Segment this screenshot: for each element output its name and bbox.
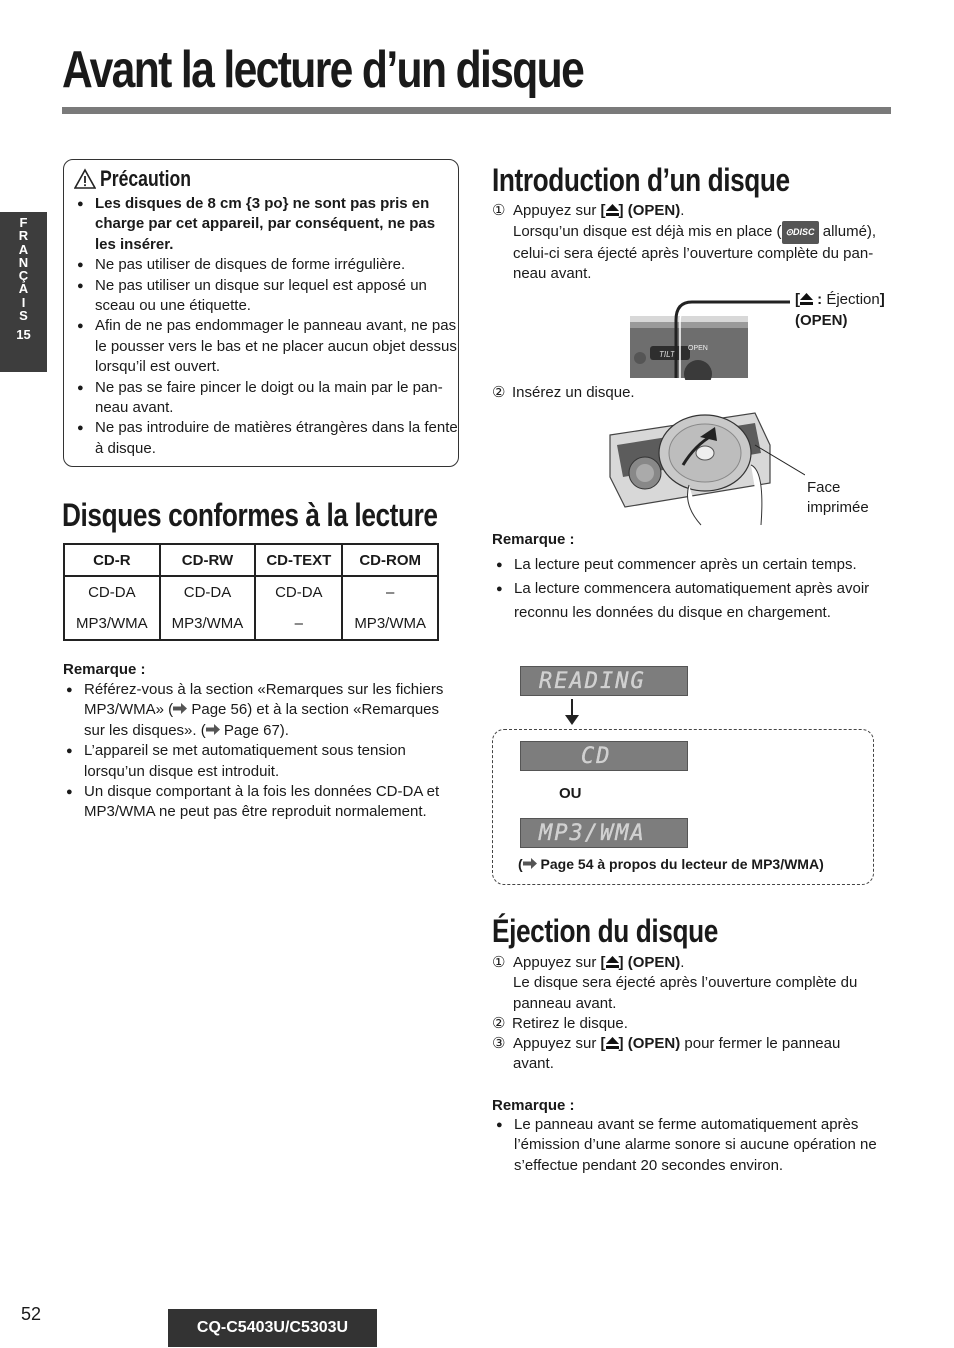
- table-header: CD-TEXT: [255, 544, 342, 576]
- lcd-cd-text: CD: [581, 744, 612, 769]
- eject-step-1-line3: panneau avant.: [513, 994, 617, 1012]
- title-rule: [62, 107, 891, 114]
- arrow-right-icon: [206, 724, 220, 735]
- panel-tilt-label: TILT: [659, 350, 675, 359]
- table-header: CD-ROM: [342, 544, 438, 576]
- lcd-mp3-text: MP3/WMA: [539, 821, 646, 846]
- caution-item: ● Ne pas utiliser de disques de forme irrégulière.: [77, 255, 459, 275]
- intro-step-1-line4: neau avant.: [513, 265, 592, 283]
- remark-item: ● L’appareil se met automatiquement sous tension lorsqu’un disque est introduit.: [66, 741, 450, 782]
- caution-item: ● Ne pas se faire pincer le doigt ou la main par le pan- neau avant.: [77, 378, 459, 419]
- panel-open-label: OPEN: [688, 345, 708, 352]
- or-label: OU: [559, 785, 582, 802]
- table-header: CD-RW: [160, 544, 256, 576]
- table-header: CD-R: [64, 544, 160, 576]
- intro-step-1-line2: Lorsqu’un disque est déjà mis en place ( ⊙DISC allumé),: [513, 221, 876, 243]
- open-callout-label: (OPEN): [795, 312, 848, 329]
- eject-icon: [606, 1037, 619, 1049]
- arrow-right-icon: [523, 858, 537, 869]
- side-tab-page-number: 15: [16, 327, 31, 343]
- table-cell: CD-DA: [160, 576, 256, 608]
- eject-icon: [800, 293, 813, 305]
- language-side-tab: [0, 212, 47, 372]
- face-label: [807, 478, 869, 519]
- intro-heading: Introduction d’un disque: [492, 162, 790, 198]
- eject-icon: [606, 204, 619, 216]
- open-callout: [ : Éjection]: [795, 291, 885, 308]
- table-cell: MP3/WMA: [342, 608, 438, 640]
- mp3-page-note: ( Page 54 à propos du lecteur de MP3/WMA): [518, 856, 824, 872]
- table-cell: CD-DA: [255, 576, 342, 608]
- arrow-right-icon: [173, 703, 187, 714]
- disc-compat-table: [63, 543, 439, 641]
- table-row: [64, 576, 438, 608]
- intro-step-1-line1: Appuyez sur [ ] (OPEN).: [513, 202, 685, 219]
- page-number: 52: [21, 1304, 42, 1324]
- intro-step-2: ② Insérez un disque.: [492, 384, 635, 401]
- lcd-reading: [520, 666, 688, 696]
- eject-step-3-line1: Appuyez sur [ ] (OPEN) pour fermer le panneau: [513, 1035, 841, 1052]
- side-tab-letter: R: [18, 228, 29, 244]
- lcd-cd: [520, 741, 688, 771]
- lcd-reading-text: READING: [539, 669, 646, 694]
- arrow-down-icon: [562, 699, 582, 727]
- disc-badge: ⊙DISC: [782, 221, 819, 243]
- table-header-row: [64, 544, 438, 576]
- remark-item: ● La lecture commencera automatiquement après avoir reconnu les données du disque en chargement.: [496, 577, 886, 625]
- table-cell: –: [255, 608, 342, 640]
- face-label-line1: Face: [807, 479, 841, 496]
- side-tab-letter: S: [19, 308, 28, 324]
- model-badge: CQ-C5403U/C5303U: [168, 1309, 377, 1347]
- eject-heading: Éjection du disque: [492, 913, 718, 949]
- conform-remarks: [66, 680, 450, 823]
- eject-step-3-line2: avant.: [513, 1055, 554, 1073]
- lcd-mp3: [520, 818, 688, 848]
- intro-remarks: [496, 553, 886, 625]
- table-row: [64, 608, 438, 640]
- table-cell: –: [342, 576, 438, 608]
- remark-item: ● La lecture peut commencer après un certain temps.: [496, 553, 886, 577]
- remark-item: ● Le panneau avant se ferme automatiquement après l’émission d’une alarme sonore si aucune opération ne s’effectue pendant 20 secondes environ.: [496, 1115, 886, 1176]
- eject-step-1-line1: Appuyez sur [ ] (OPEN).: [513, 954, 685, 971]
- side-tab-letter: A: [18, 241, 29, 257]
- page-title: Avant la lecture d’un disque: [62, 41, 584, 99]
- intro-step-1: ① Appuyez sur [ ] (OPEN). Lorsqu’un disque est déjà mis en place ( ⊙DISC allumé), celui-ci sera éjecté après l’ouverture complète du pan- neau avant.: [492, 201, 892, 221]
- side-tab-letter: Ç: [18, 268, 29, 284]
- eject-step-1-body: [513, 953, 857, 1014]
- caution-item: ● Ne pas utiliser un disque sur lequel est apposé un sceau ou une étiquette.: [77, 276, 459, 317]
- table-cell: CD-DA: [64, 576, 160, 608]
- side-tab-letter: N: [18, 254, 29, 270]
- eject-step-3: ③ Appuyez sur [ ] (OPEN) pour fermer le panneau avant.: [492, 1034, 892, 1054]
- caution-list: [77, 194, 459, 459]
- eject-remark-label: Remarque :: [492, 1097, 575, 1114]
- table-cell: MP3/WMA: [160, 608, 256, 640]
- caution-item: ● Afin de ne pas endommager le panneau avant, ne pas le pousser vers le bas et ne placer aucun objet dessus lorsqu’il est ouvert.: [77, 316, 459, 377]
- caution-item: ● Ne pas introduire de matières étrangères dans la fente à disque.: [77, 418, 459, 459]
- eject-step-2: ② Retirez le disque.: [492, 1015, 628, 1032]
- side-tab-letters: [0, 212, 47, 322]
- side-tab-letter: A: [18, 281, 29, 297]
- intro-step-1-line3: celui-ci sera éjecté après l’ouverture complète du pan-: [513, 244, 874, 262]
- eject-step-1-line2: Le disque sera éjecté après l’ouverture complète du: [513, 974, 858, 992]
- eject-step-3-body: [513, 1034, 840, 1075]
- remark-item: ● Un disque comportant à la fois les données CD-DA et MP3/WMA ne peut pas être reproduit normalement.: [66, 782, 450, 823]
- intro-step-1-body: [513, 201, 876, 285]
- eject-remarks: [496, 1115, 886, 1176]
- warning-icon: [74, 168, 96, 190]
- face-label-line2: imprimée: [807, 499, 869, 517]
- remark-item: ● Référez-vous à la section «Remarques sur les fichiers MP3/WMA» ( Page 56) et à la section «Remarques sur les disques». ( Page 67).: [66, 680, 450, 741]
- caution-title: Précaution: [100, 166, 191, 191]
- conform-heading: Disques conformes à la lecture: [62, 497, 438, 533]
- disc-insert-illustration: [605, 405, 805, 529]
- caution-heading: [74, 166, 214, 192]
- eject-icon: [606, 956, 619, 968]
- side-tab-letter: I: [21, 294, 26, 310]
- intro-remark-label: Remarque :: [492, 531, 575, 548]
- eject-step-1: ① Appuyez sur [ ] (OPEN). Le disque sera éjecté après l’ouverture complète du panneau avant.: [492, 953, 892, 973]
- conform-remark-label: Remarque :: [63, 661, 146, 678]
- table-cell: MP3/WMA: [64, 608, 160, 640]
- side-tab-letter: F: [19, 215, 28, 230]
- caution-item: ● Les disques de 8 cm {3 po} ne sont pas pris en charge par cet appareil, par conséquent, ne pas les insérer.: [77, 194, 459, 255]
